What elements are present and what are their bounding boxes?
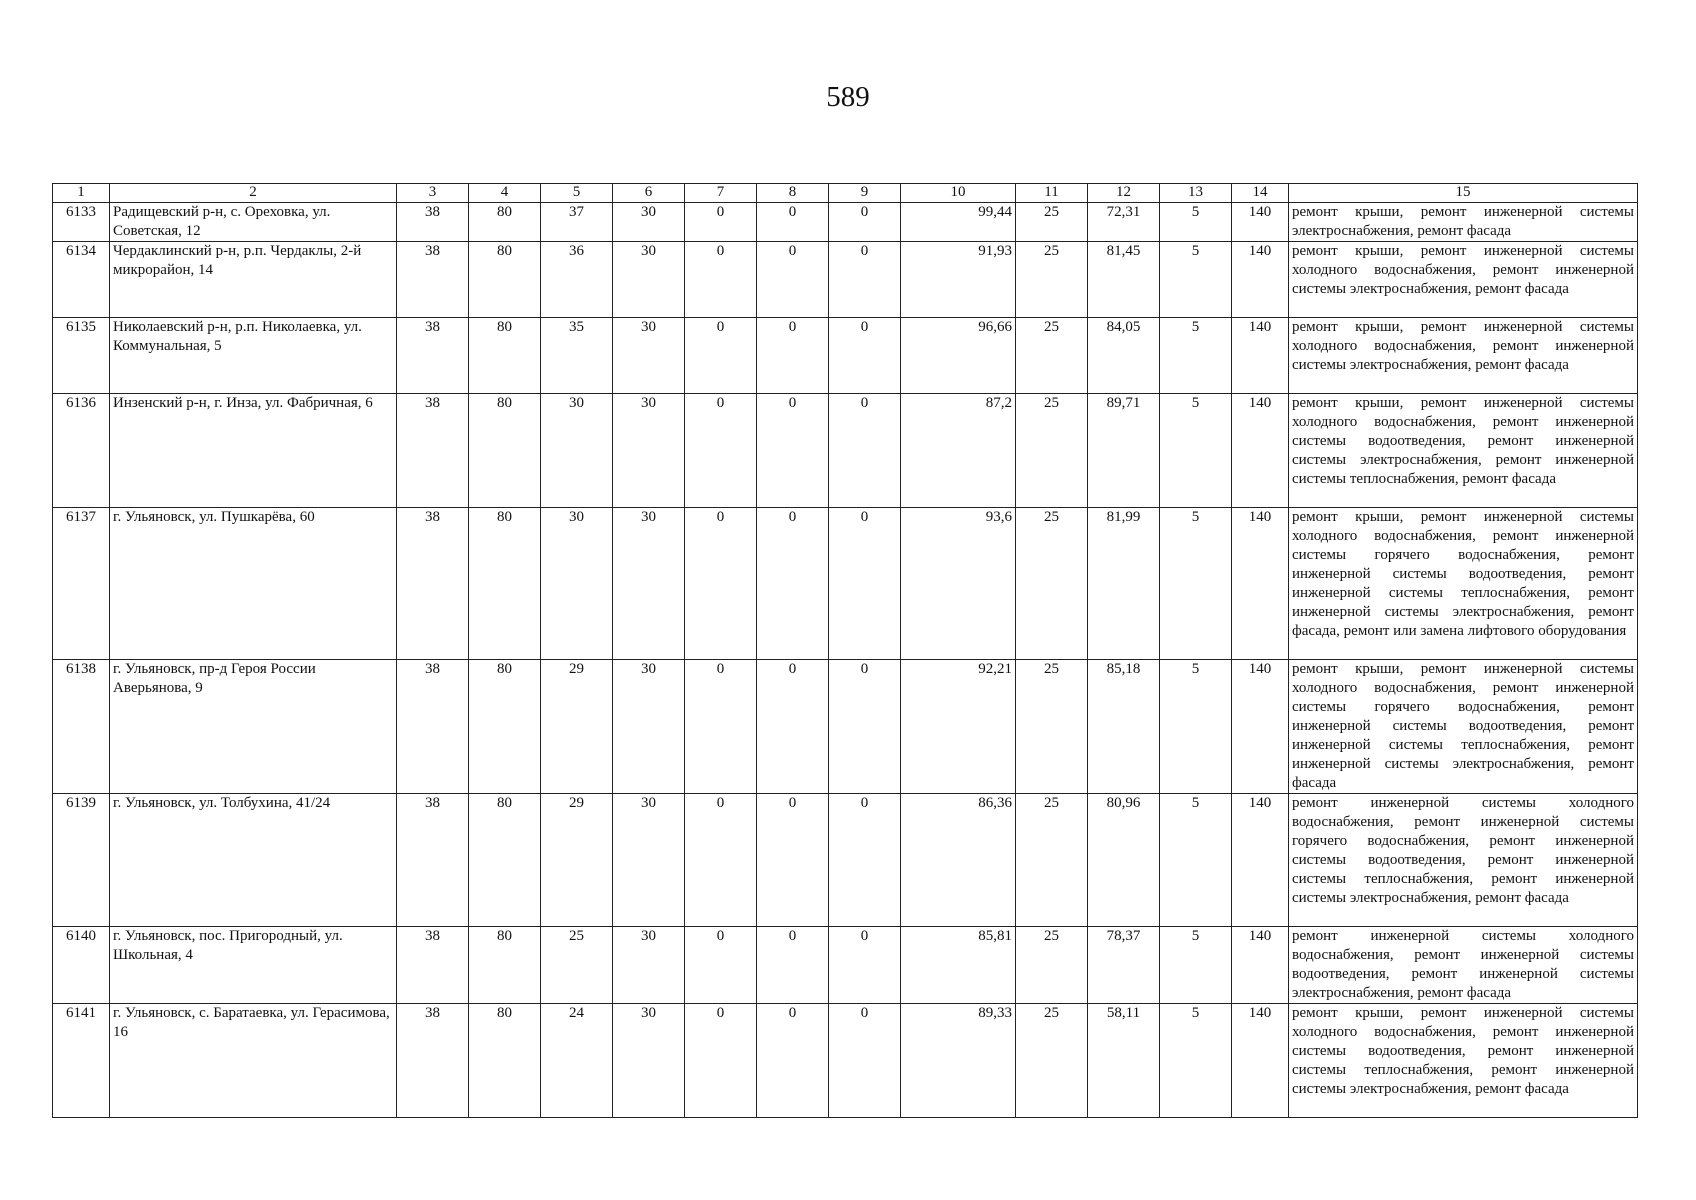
value-cell-7: 0 — [685, 660, 757, 794]
column-header: 15 — [1289, 184, 1638, 203]
value-cell-6: 30 — [613, 508, 685, 660]
value-cell-4: 80 — [469, 1004, 541, 1118]
value-cell-3: 38 — [397, 508, 469, 660]
column-header: 1 — [53, 184, 110, 203]
column-header: 12 — [1088, 184, 1160, 203]
value-cell-6: 30 — [613, 927, 685, 1004]
column-header: 6 — [613, 184, 685, 203]
value-cell-6: 30 — [613, 318, 685, 394]
value-cell-7: 0 — [685, 394, 757, 508]
value-cell-4: 80 — [469, 794, 541, 927]
address-cell: Радищевский р-н, с. Ореховка, ул. Советская, 12 — [110, 203, 397, 242]
value-cell-10: 92,21 — [901, 660, 1016, 794]
column-number-row — [53, 184, 1638, 203]
value-cell-12: 89,71 — [1088, 394, 1160, 508]
value-cell-10: 85,81 — [901, 927, 1016, 1004]
column-header: 8 — [757, 184, 829, 203]
value-cell-13: 5 — [1160, 1004, 1232, 1118]
value-cell-5: 29 — [541, 660, 613, 794]
value-cell-8: 0 — [757, 927, 829, 1004]
value-cell-13: 5 — [1160, 318, 1232, 394]
value-cell-4: 80 — [469, 508, 541, 660]
value-cell-7: 0 — [685, 318, 757, 394]
value-cell-3: 38 — [397, 203, 469, 242]
value-cell-9: 0 — [829, 927, 901, 1004]
works-cell: ремонт крыши, ремонт инженерной системы холодного водоснабжения, ремонт инженерной системы горячего водоснабжения, ремонт инженерной системы водоотведения, ремонт инженерной системы теплоснабжения, ремонт инженерной системы электроснабжения, ремонт фасада, ремонт или замена лифтового оборудования — [1289, 508, 1638, 660]
value-cell-6: 30 — [613, 394, 685, 508]
row-number: 6137 — [53, 508, 110, 660]
value-cell-10: 99,44 — [901, 203, 1016, 242]
value-cell-5: 36 — [541, 242, 613, 318]
value-cell-13: 5 — [1160, 394, 1232, 508]
value-cell-8: 0 — [757, 1004, 829, 1118]
value-cell-4: 80 — [469, 318, 541, 394]
value-cell-5: 29 — [541, 794, 613, 927]
value-cell-8: 0 — [757, 508, 829, 660]
value-cell-7: 0 — [685, 927, 757, 1004]
value-cell-6: 30 — [613, 660, 685, 794]
value-cell-6: 30 — [613, 794, 685, 927]
column-header: 2 — [110, 184, 397, 203]
value-cell-3: 38 — [397, 927, 469, 1004]
table-row — [53, 242, 1638, 318]
value-cell-11: 25 — [1016, 1004, 1088, 1118]
value-cell-14: 140 — [1232, 203, 1289, 242]
value-cell-10: 91,93 — [901, 242, 1016, 318]
value-cell-10: 93,6 — [901, 508, 1016, 660]
row-number: 6135 — [53, 318, 110, 394]
column-header: 14 — [1232, 184, 1289, 203]
value-cell-14: 140 — [1232, 927, 1289, 1004]
works-cell: ремонт инженерной системы холодного водоснабжения, ремонт инженерной системы горячего водоснабжения, ремонт инженерной системы водоотведения, ремонт инженерной системы теплоснабжения, ремонт инженерной системы электроснабжения, ремонт фасада — [1289, 794, 1638, 927]
value-cell-9: 0 — [829, 1004, 901, 1118]
table-row — [53, 203, 1638, 242]
value-cell-7: 0 — [685, 508, 757, 660]
row-number: 6141 — [53, 1004, 110, 1118]
value-cell-7: 0 — [685, 242, 757, 318]
row-number: 6139 — [53, 794, 110, 927]
works-cell: ремонт крыши, ремонт инженерной системы холодного водоснабжения, ремонт инженерной системы водоотведения, ремонт инженерной системы электроснабжения, ремонт инженерной системы теплоснабжения, ремонт фасада — [1289, 394, 1638, 508]
value-cell-5: 30 — [541, 508, 613, 660]
row-number: 6138 — [53, 660, 110, 794]
value-cell-10: 87,2 — [901, 394, 1016, 508]
table-row — [53, 794, 1638, 927]
value-cell-13: 5 — [1160, 203, 1232, 242]
value-cell-4: 80 — [469, 203, 541, 242]
value-cell-7: 0 — [685, 794, 757, 927]
value-cell-11: 25 — [1016, 394, 1088, 508]
value-cell-14: 140 — [1232, 318, 1289, 394]
value-cell-5: 30 — [541, 394, 613, 508]
address-cell: г. Ульяновск, пос. Пригородный, ул. Школьная, 4 — [110, 927, 397, 1004]
value-cell-3: 38 — [397, 394, 469, 508]
value-cell-9: 0 — [829, 203, 901, 242]
value-cell-4: 80 — [469, 394, 541, 508]
value-cell-11: 25 — [1016, 318, 1088, 394]
value-cell-5: 25 — [541, 927, 613, 1004]
value-cell-9: 0 — [829, 508, 901, 660]
works-cell: ремонт крыши, ремонт инженерной системы холодного водоснабжения, ремонт инженерной системы электроснабжения, ремонт фасада — [1289, 242, 1638, 318]
value-cell-13: 5 — [1160, 242, 1232, 318]
value-cell-12: 58,11 — [1088, 1004, 1160, 1118]
column-header: 13 — [1160, 184, 1232, 203]
value-cell-14: 140 — [1232, 660, 1289, 794]
value-cell-10: 89,33 — [901, 1004, 1016, 1118]
value-cell-14: 140 — [1232, 242, 1289, 318]
value-cell-3: 38 — [397, 318, 469, 394]
works-cell: ремонт инженерной системы холодного водоснабжения, ремонт инженерной системы водоотведения, ремонт инженерной системы электроснабжения, ремонт фасада — [1289, 927, 1638, 1004]
table-row — [53, 927, 1638, 1004]
column-header: 10 — [901, 184, 1016, 203]
value-cell-13: 5 — [1160, 927, 1232, 1004]
row-number: 6136 — [53, 394, 110, 508]
value-cell-12: 78,37 — [1088, 927, 1160, 1004]
column-header: 7 — [685, 184, 757, 203]
value-cell-8: 0 — [757, 203, 829, 242]
value-cell-12: 85,18 — [1088, 660, 1160, 794]
column-header: 4 — [469, 184, 541, 203]
value-cell-11: 25 — [1016, 927, 1088, 1004]
value-cell-12: 72,31 — [1088, 203, 1160, 242]
column-header: 9 — [829, 184, 901, 203]
value-cell-13: 5 — [1160, 508, 1232, 660]
value-cell-12: 80,96 — [1088, 794, 1160, 927]
value-cell-9: 0 — [829, 394, 901, 508]
value-cell-7: 0 — [685, 203, 757, 242]
value-cell-6: 30 — [613, 203, 685, 242]
value-cell-4: 80 — [469, 242, 541, 318]
value-cell-6: 30 — [613, 242, 685, 318]
table-row — [53, 1004, 1638, 1118]
value-cell-14: 140 — [1232, 1004, 1289, 1118]
works-cell: ремонт крыши, ремонт инженерной системы холодного водоснабжения, ремонт инженерной системы электроснабжения, ремонт фасада — [1289, 318, 1638, 394]
value-cell-9: 0 — [829, 318, 901, 394]
value-cell-9: 0 — [829, 242, 901, 318]
value-cell-12: 81,45 — [1088, 242, 1160, 318]
address-cell: Инзенский р-н, г. Инза, ул. Фабричная, 6 — [110, 394, 397, 508]
value-cell-8: 0 — [757, 318, 829, 394]
value-cell-13: 5 — [1160, 794, 1232, 927]
column-header: 11 — [1016, 184, 1088, 203]
address-cell: Чердаклинский р-н, р.п. Чердаклы, 2-й микрорайон, 14 — [110, 242, 397, 318]
value-cell-3: 38 — [397, 1004, 469, 1118]
value-cell-3: 38 — [397, 660, 469, 794]
value-cell-4: 80 — [469, 927, 541, 1004]
value-cell-6: 30 — [613, 1004, 685, 1118]
value-cell-12: 84,05 — [1088, 318, 1160, 394]
row-number: 6133 — [53, 203, 110, 242]
value-cell-11: 25 — [1016, 508, 1088, 660]
value-cell-11: 25 — [1016, 660, 1088, 794]
value-cell-12: 81,99 — [1088, 508, 1160, 660]
address-cell: г. Ульяновск, с. Баратаевка, ул. Герасимова, 16 — [110, 1004, 397, 1118]
value-cell-8: 0 — [757, 242, 829, 318]
value-cell-7: 0 — [685, 1004, 757, 1118]
table-row — [53, 508, 1638, 660]
table-row — [53, 318, 1638, 394]
address-cell: г. Ульяновск, пр-д Героя России Аверьянова, 9 — [110, 660, 397, 794]
value-cell-14: 140 — [1232, 394, 1289, 508]
column-header: 5 — [541, 184, 613, 203]
column-header: 3 — [397, 184, 469, 203]
table-row — [53, 660, 1638, 794]
value-cell-10: 86,36 — [901, 794, 1016, 927]
value-cell-8: 0 — [757, 660, 829, 794]
row-number: 6134 — [53, 242, 110, 318]
value-cell-5: 24 — [541, 1004, 613, 1118]
value-cell-13: 5 — [1160, 660, 1232, 794]
value-cell-8: 0 — [757, 394, 829, 508]
works-cell: ремонт крыши, ремонт инженерной системы холодного водоснабжения, ремонт инженерной системы водоотведения, ремонт инженерной системы теплоснабжения, ремонт инженерной системы электроснабжения, ремонт фасада — [1289, 1004, 1638, 1118]
value-cell-11: 25 — [1016, 203, 1088, 242]
row-number: 6140 — [53, 927, 110, 1004]
value-cell-3: 38 — [397, 794, 469, 927]
value-cell-8: 0 — [757, 794, 829, 927]
value-cell-14: 140 — [1232, 794, 1289, 927]
works-cell: ремонт крыши, ремонт инженерной системы холодного водоснабжения, ремонт инженерной системы горячего водоснабжения, ремонт инженерной системы водоотведения, ремонт инженерной системы теплоснабжения, ремонт инженерной системы электроснабжения, ремонт фасада — [1289, 660, 1638, 794]
address-cell: г. Ульяновск, ул. Толбухина, 41/24 — [110, 794, 397, 927]
value-cell-11: 25 — [1016, 242, 1088, 318]
works-cell: ремонт крыши, ремонт инженерной системы электроснабжения, ремонт фасада — [1289, 203, 1638, 242]
value-cell-5: 37 — [541, 203, 613, 242]
value-cell-9: 0 — [829, 794, 901, 927]
value-cell-14: 140 — [1232, 508, 1289, 660]
address-cell: г. Ульяновск, ул. Пушкарёва, 60 — [110, 508, 397, 660]
value-cell-11: 25 — [1016, 794, 1088, 927]
page-number: 589 — [826, 81, 870, 113]
value-cell-9: 0 — [829, 660, 901, 794]
value-cell-3: 38 — [397, 242, 469, 318]
table-row — [53, 394, 1638, 508]
address-cell: Николаевский р-н, р.п. Николаевка, ул. Коммунальная, 5 — [110, 318, 397, 394]
repair-register-table — [52, 183, 1638, 1118]
value-cell-4: 80 — [469, 660, 541, 794]
value-cell-5: 35 — [541, 318, 613, 394]
value-cell-10: 96,66 — [901, 318, 1016, 394]
